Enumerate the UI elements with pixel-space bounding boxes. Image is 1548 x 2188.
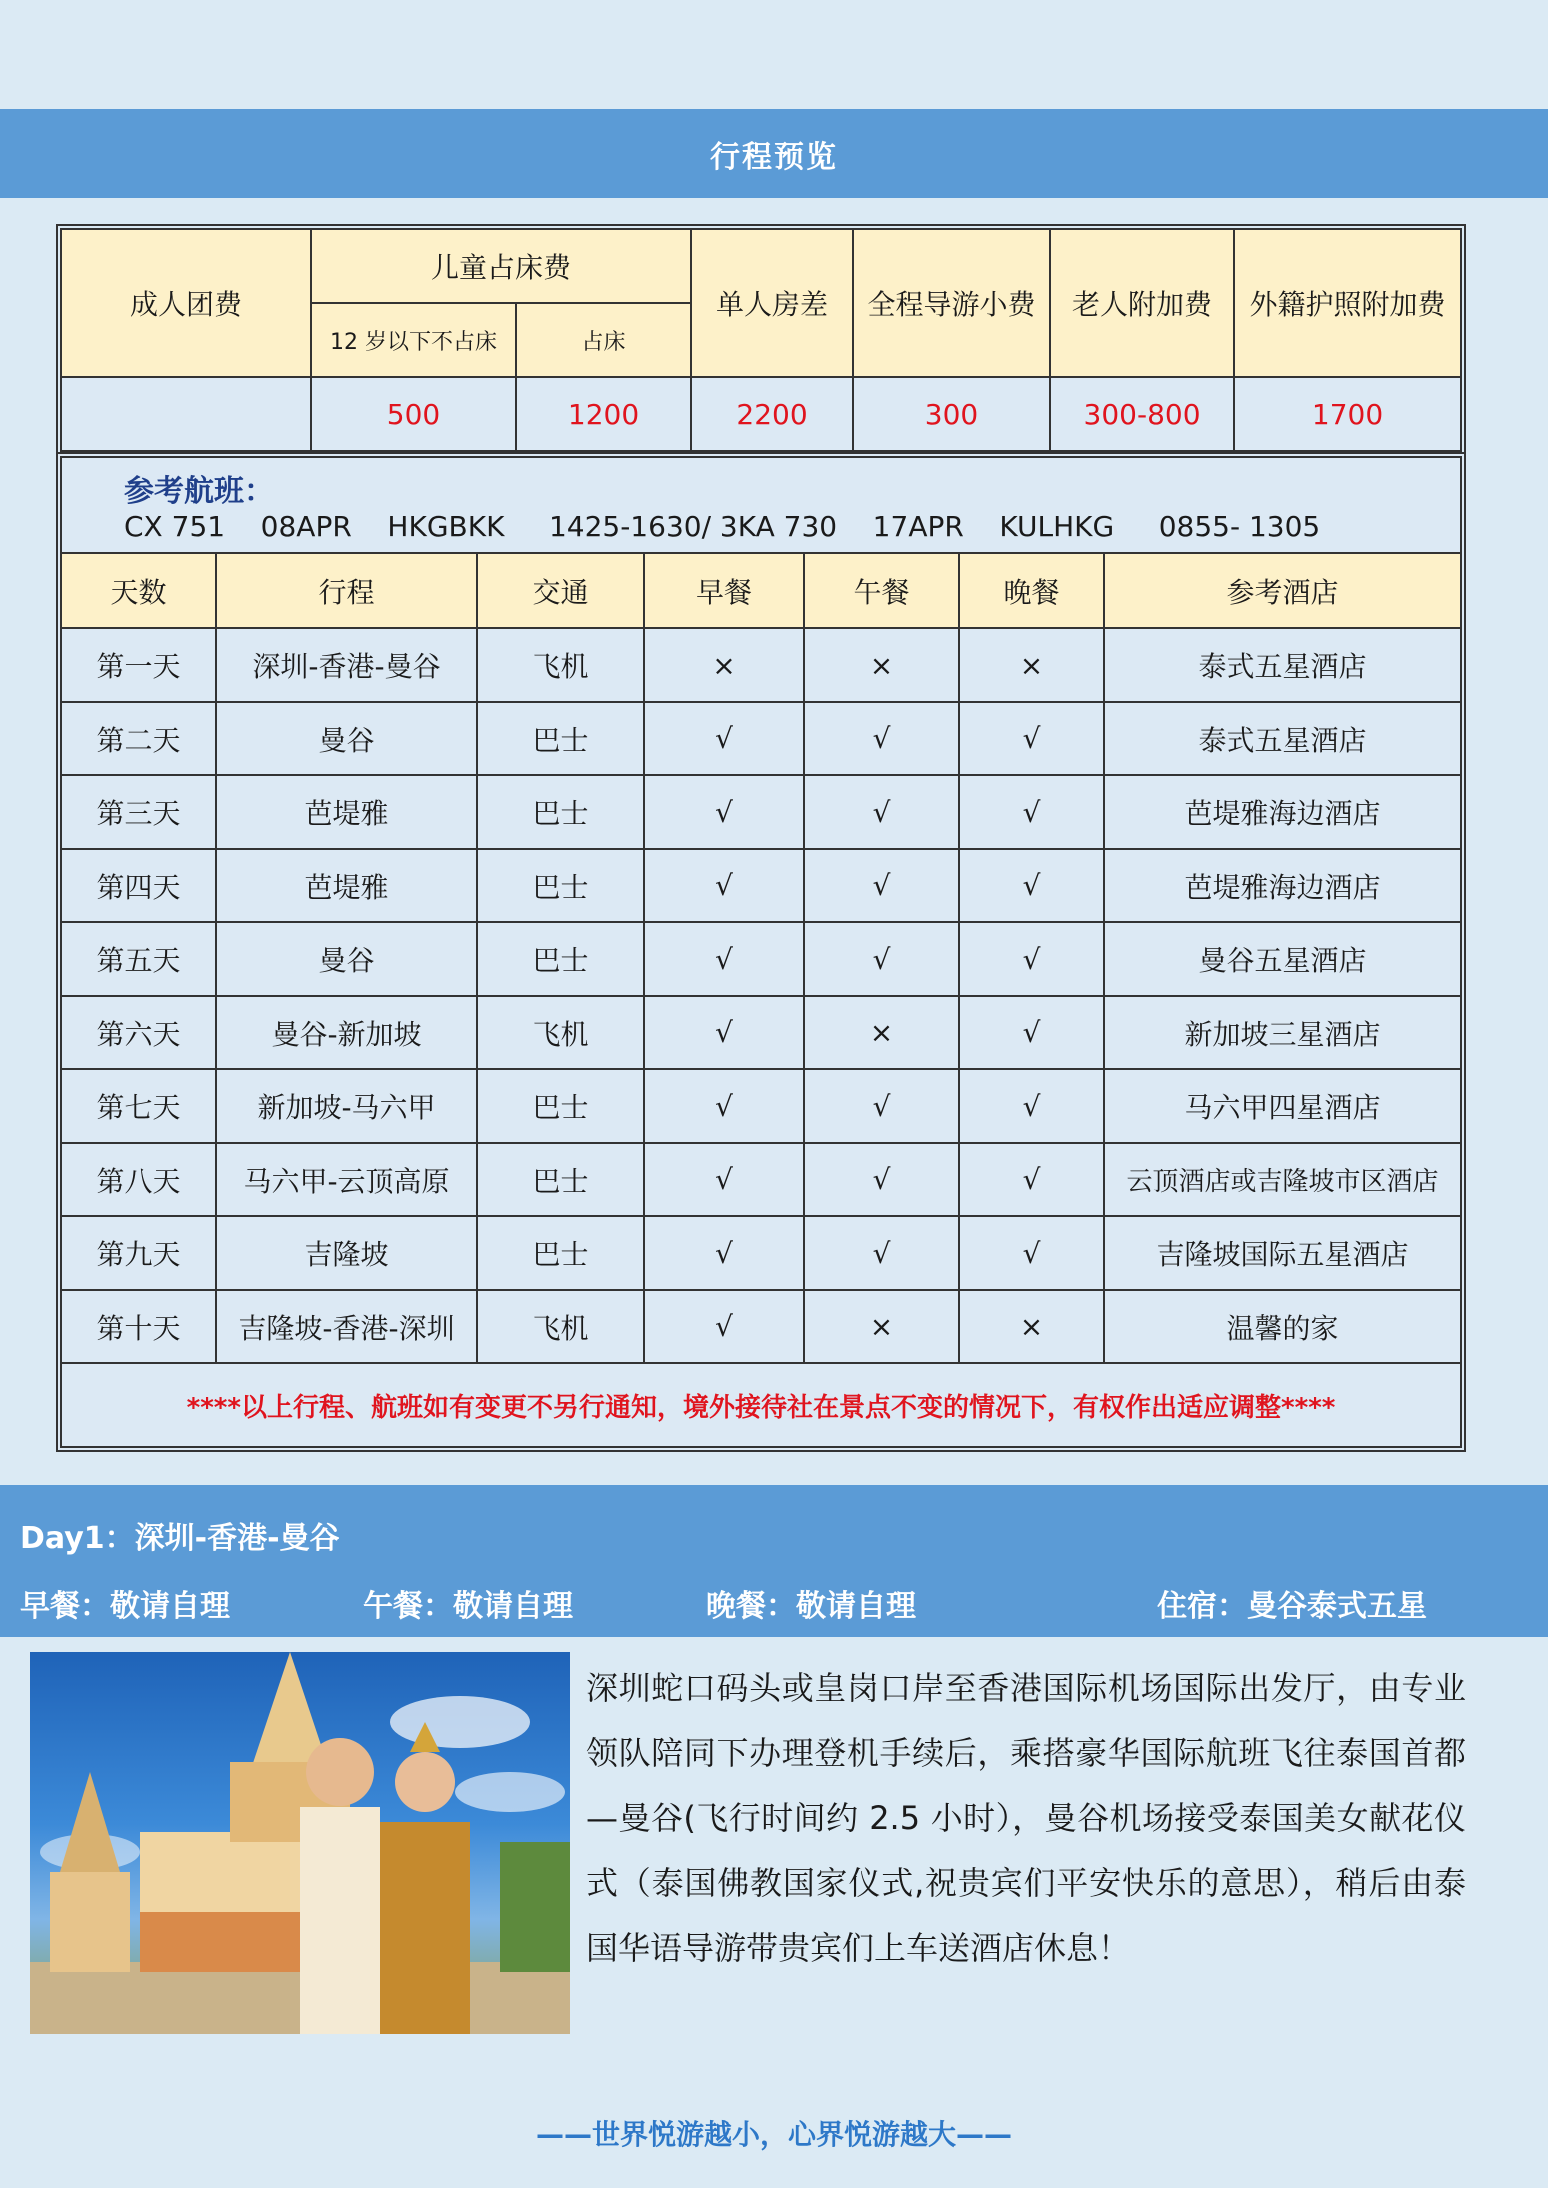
- table-row: [61, 1069, 1461, 1142]
- price-table-frame: [56, 224, 1466, 454]
- transport-cell: 巴士: [477, 849, 644, 922]
- hotel-cell: 新加坡三星酒店: [1104, 996, 1461, 1069]
- breakfast-cell: ×: [644, 628, 804, 701]
- route-cell: 曼谷: [216, 702, 477, 775]
- day-cell: 第三天: [61, 775, 216, 848]
- section-banner: [0, 109, 1548, 198]
- breakfast-cell: √: [644, 1069, 804, 1142]
- temple-photo: [30, 1652, 570, 2034]
- route-cell: 曼谷: [216, 922, 477, 995]
- day1-lunch: 午餐：敬请自理: [363, 1589, 573, 1624]
- breakfast-cell: √: [644, 1216, 804, 1289]
- table-row: [61, 996, 1461, 1069]
- transport-cell: 巴士: [477, 922, 644, 995]
- hotel-cell: 云顶酒店或吉隆坡市区酒店: [1104, 1143, 1461, 1216]
- header-dinner: 晚餐: [959, 553, 1104, 629]
- note-row: [61, 1363, 1461, 1447]
- transport-cell: 巴士: [477, 1216, 644, 1289]
- day-cell: 第二天: [61, 702, 216, 775]
- dinner-cell: √: [959, 702, 1104, 775]
- dinner-cell: ×: [959, 1290, 1104, 1363]
- itinerary-table-frame: [56, 452, 1466, 1452]
- lunch-cell: √: [804, 1216, 959, 1289]
- header-guide-tip: 全程导游小费: [853, 229, 1050, 377]
- breakfast-cell: √: [644, 922, 804, 995]
- breakfast-cell: √: [644, 1143, 804, 1216]
- itinerary-table: [60, 456, 1462, 1448]
- transport-cell: 飞机: [477, 628, 644, 701]
- dinner-cell: √: [959, 775, 1104, 848]
- route-cell: 吉隆坡: [216, 1216, 477, 1289]
- value-adult-fee: [61, 377, 311, 451]
- header-transport: 交通: [477, 553, 644, 629]
- header-child-no-bed: 12 岁以下不占床: [311, 303, 516, 377]
- itinerary-note: ****以上行程、航班如有变更不另行通知，境外接待社在景点不变的情况下，有权作出适应调整****: [61, 1363, 1461, 1447]
- hotel-cell: 芭堤雅海边酒店: [1104, 849, 1461, 922]
- table-row: [61, 628, 1461, 701]
- day1-title: Day1：深圳-香港-曼谷: [20, 1521, 340, 1556]
- day-cell: 第七天: [61, 1069, 216, 1142]
- dinner-cell: √: [959, 922, 1104, 995]
- header-day: 天数: [61, 553, 216, 629]
- transport-cell: 飞机: [477, 1290, 644, 1363]
- header-foreign-passport: 外籍护照附加费: [1234, 229, 1461, 377]
- header-senior-surcharge: 老人附加费: [1050, 229, 1234, 377]
- itinerary-header-row: [61, 553, 1461, 629]
- lunch-cell: ×: [804, 1290, 959, 1363]
- transport-cell: 巴士: [477, 1143, 644, 1216]
- day-cell: 第一天: [61, 628, 216, 701]
- value-child-no-bed: 500: [311, 377, 516, 451]
- route-cell: 曼谷-新加坡: [216, 996, 477, 1069]
- lunch-cell: √: [804, 1143, 959, 1216]
- dinner-cell: √: [959, 996, 1104, 1069]
- header-breakfast: 早餐: [644, 553, 804, 629]
- day1-description: 深圳蛇口码头或皇岗口岸至香港国际机场国际出发厅，由专业领队陪同下办理登机手续后，乘搭豪华国际航班飞往泰国首都—曼谷(飞行时间约 2.5 小时），曼谷机场接受泰国美女献花仪式（泰国佛教国家仪式,祝贵宾们平安快乐的意思），稍后由泰国华语导游带贵宾们上车送酒店休息！: [586, 1669, 1466, 1967]
- table-row: [61, 1143, 1461, 1216]
- breakfast-cell: √: [644, 702, 804, 775]
- dinner-cell: √: [959, 849, 1104, 922]
- flight-text: CX 751 08APR HKGBKK 1425-1630/ 3KA 730 17APR KULHKG 0855- 1305: [124, 510, 1321, 544]
- header-single-supplement: 单人房差: [691, 229, 853, 377]
- day1-header-bar: [0, 1485, 1548, 1637]
- dinner-cell: ×: [959, 628, 1104, 701]
- banner-title: 行程预览: [710, 139, 838, 175]
- flight-label: 参考航班：: [124, 474, 274, 510]
- transport-cell: 巴士: [477, 775, 644, 848]
- table-row: [61, 1290, 1461, 1363]
- price-table: [60, 228, 1462, 452]
- day-cell: 第八天: [61, 1143, 216, 1216]
- table-row: [61, 1216, 1461, 1289]
- table-row: [61, 849, 1461, 922]
- breakfast-cell: √: [644, 849, 804, 922]
- flight-row: [61, 457, 1461, 553]
- day1-hotel: 住宿：曼谷泰式五星: [1157, 1589, 1427, 1624]
- transport-cell: 巴士: [477, 702, 644, 775]
- breakfast-cell: √: [644, 996, 804, 1069]
- route-cell: 芭堤雅: [216, 775, 477, 848]
- lunch-cell: √: [804, 849, 959, 922]
- hotel-cell: 吉隆坡国际五星酒店: [1104, 1216, 1461, 1289]
- header-hotel: 参考酒店: [1104, 553, 1461, 629]
- header-adult-fee: 成人团费: [61, 229, 311, 377]
- table-row: [61, 775, 1461, 848]
- route-cell: 吉隆坡-香港-深圳: [216, 1290, 477, 1363]
- temple-photo-illustration: [30, 1652, 570, 2034]
- day1-dinner: 晚餐：敬请自理: [706, 1589, 916, 1624]
- hotel-cell: 温馨的家: [1104, 1290, 1461, 1363]
- value-senior-surcharge: 300-800: [1050, 377, 1234, 451]
- header-child-bed-fee: 儿童占床费: [311, 229, 691, 303]
- dinner-cell: √: [959, 1069, 1104, 1142]
- day-cell: 第五天: [61, 922, 216, 995]
- header-lunch: 午餐: [804, 553, 959, 629]
- hotel-cell: 马六甲四星酒店: [1104, 1069, 1461, 1142]
- hotel-cell: 泰式五星酒店: [1104, 702, 1461, 775]
- day1-breakfast: 早餐：敬请自理: [20, 1589, 230, 1624]
- hotel-cell: 芭堤雅海边酒店: [1104, 775, 1461, 848]
- lunch-cell: ×: [804, 628, 959, 701]
- header-child-with-bed: 占床: [516, 303, 691, 377]
- breakfast-cell: √: [644, 1290, 804, 1363]
- route-cell: 芭堤雅: [216, 849, 477, 922]
- hotel-cell: 曼谷五星酒店: [1104, 922, 1461, 995]
- table-row: [61, 702, 1461, 775]
- dinner-cell: √: [959, 1143, 1104, 1216]
- day-cell: 第十天: [61, 1290, 216, 1363]
- header-route: 行程: [216, 553, 477, 629]
- route-cell: 深圳-香港-曼谷: [216, 628, 477, 701]
- lunch-cell: √: [804, 1069, 959, 1142]
- value-child-with-bed: 1200: [516, 377, 691, 451]
- lunch-cell: √: [804, 775, 959, 848]
- value-foreign-passport: 1700: [1234, 377, 1461, 451]
- table-row: [61, 922, 1461, 995]
- hotel-cell: 泰式五星酒店: [1104, 628, 1461, 701]
- route-cell: 新加坡-马六甲: [216, 1069, 477, 1142]
- transport-cell: 飞机: [477, 996, 644, 1069]
- value-single-supplement: 2200: [691, 377, 853, 451]
- lunch-cell: √: [804, 702, 959, 775]
- day-cell: 第六天: [61, 996, 216, 1069]
- lunch-cell: ×: [804, 996, 959, 1069]
- day-cell: 第四天: [61, 849, 216, 922]
- flight-info: [61, 457, 1461, 553]
- lunch-cell: √: [804, 922, 959, 995]
- day-cell: 第九天: [61, 1216, 216, 1289]
- route-cell: 马六甲-云顶高原: [216, 1143, 477, 1216]
- footer-slogan: ——世界悦游越小，心界悦游越大——: [535, 2118, 1012, 2151]
- dinner-cell: √: [959, 1216, 1104, 1289]
- transport-cell: 巴士: [477, 1069, 644, 1142]
- value-guide-tip: 300: [853, 377, 1050, 451]
- breakfast-cell: √: [644, 775, 804, 848]
